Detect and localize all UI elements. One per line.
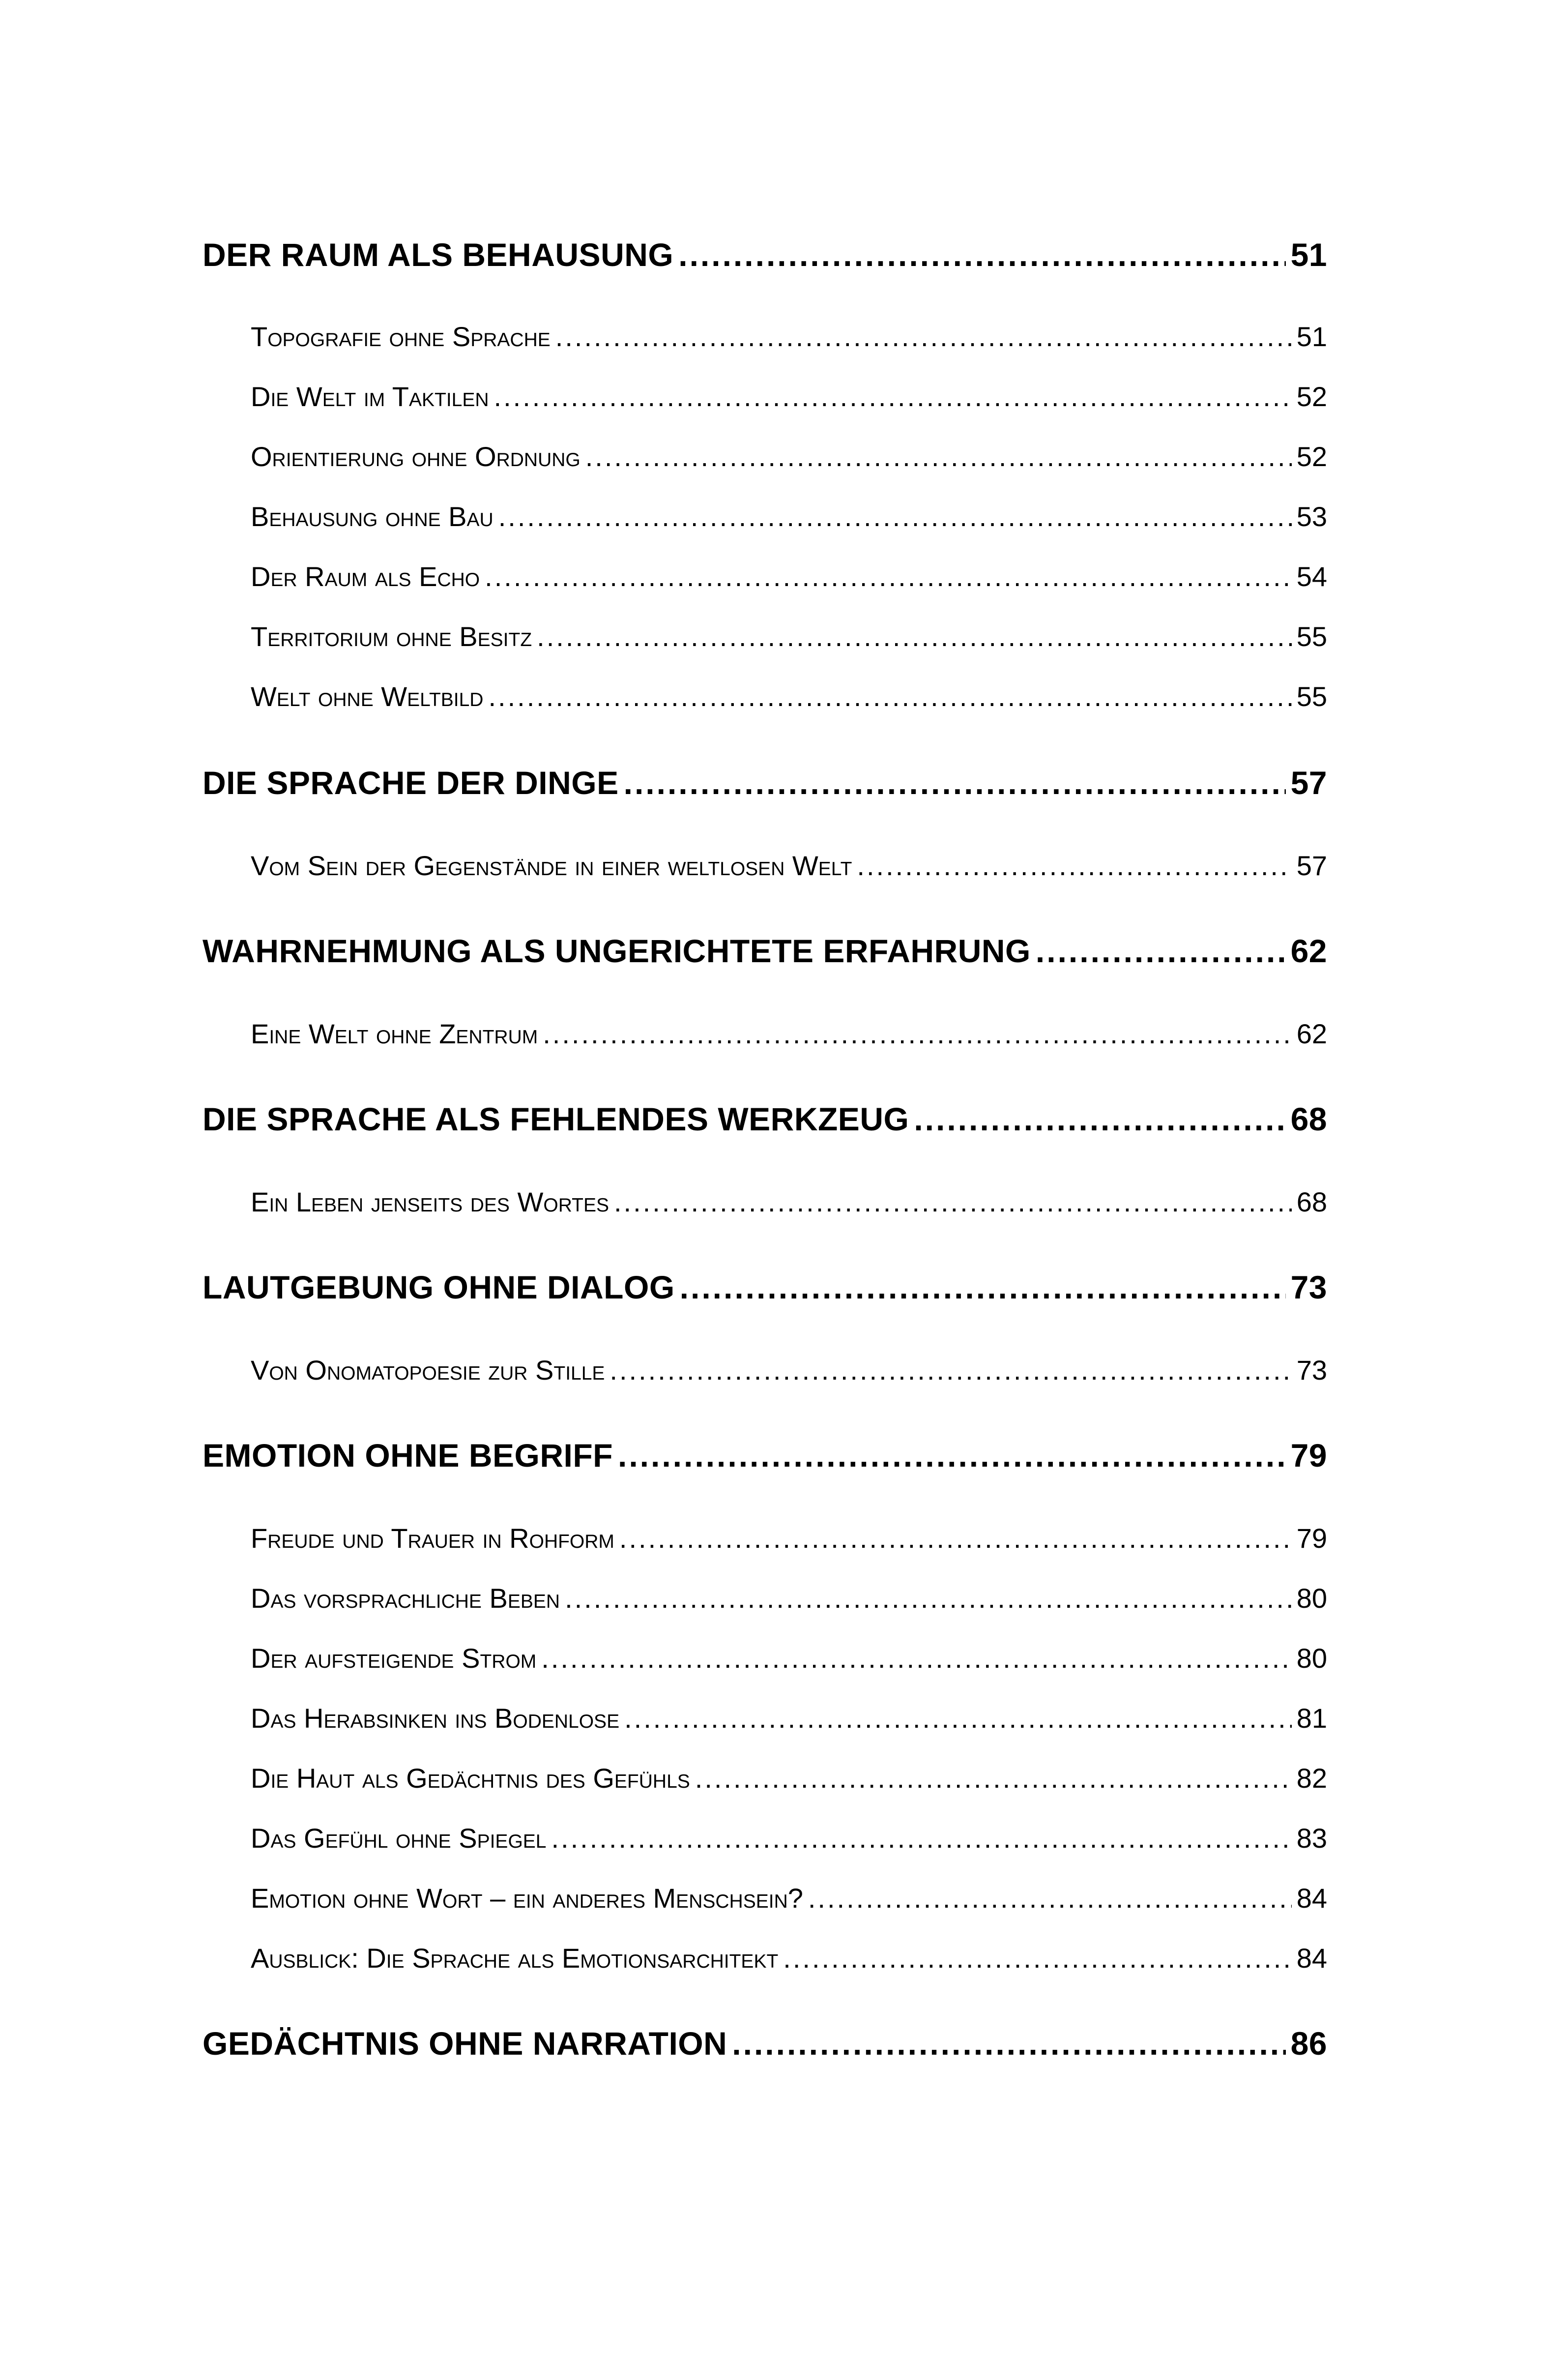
dot-leader [551, 1822, 1291, 1854]
toc-entry-title: Welt ohne Weltbild [251, 681, 484, 712]
dot-leader [808, 1882, 1292, 1914]
dot-leader [783, 1942, 1291, 1974]
dot-leader [857, 850, 1291, 882]
dot-leader [498, 501, 1292, 532]
dot-leader [695, 1762, 1292, 1794]
toc-section[interactable] [251, 441, 1327, 472]
toc-entry-title: DER RAUM ALS BEHAUSUNG [203, 236, 674, 273]
toc-section[interactable] [251, 1354, 1327, 1386]
toc-page-number: 84 [1296, 1883, 1327, 1914]
toc-page-number: 62 [1296, 1018, 1327, 1049]
toc-entry-title: Der aufsteigende Strom [251, 1643, 537, 1674]
toc-page-number: 52 [1296, 381, 1327, 412]
toc-page-number: 86 [1290, 2025, 1327, 2062]
toc-entry-title: Territorium ohne Besitz [251, 621, 532, 652]
toc-entry-title: Die Haut als Gedächtnis des Gefühls [251, 1763, 690, 1794]
toc-entry-title: Das Herabsinken ins Bodenlose [251, 1703, 620, 1734]
toc-entry-title: DIE SPRACHE ALS FEHLENDES WERKZEUG [203, 1101, 909, 1137]
toc-entry-title: Freude und Trauer in Rohform [251, 1523, 614, 1554]
dot-leader [619, 1522, 1292, 1554]
toc-entry-title: EMOTION OHNE BEGRIFF [203, 1437, 613, 1474]
toc-section[interactable] [251, 1582, 1327, 1614]
dot-leader [614, 1186, 1292, 1218]
toc-page-number: 79 [1290, 1437, 1327, 1474]
toc-page-number: 82 [1296, 1763, 1327, 1794]
toc-page-number: 51 [1290, 236, 1327, 273]
toc-entry-title: GEDÄCHTNIS OHNE NARRATION [203, 2025, 727, 2062]
toc-section[interactable] [251, 620, 1327, 652]
dot-leader [494, 381, 1292, 413]
toc-page-number: 52 [1296, 441, 1327, 472]
dot-leader [624, 1702, 1292, 1734]
toc-entry-title: Von Onomatopoesie zur Stille [251, 1355, 605, 1386]
dot-leader [624, 764, 1286, 801]
toc-entry-title: Eine Welt ohne Zentrum [251, 1018, 538, 1049]
dot-leader [585, 441, 1292, 472]
toc-page-number: 57 [1290, 765, 1327, 801]
toc-page-number: 51 [1296, 321, 1327, 352]
toc-section[interactable] [251, 1018, 1327, 1050]
dot-leader [680, 1268, 1286, 1306]
toc-section[interactable] [251, 1186, 1327, 1218]
toc-page-number: 73 [1296, 1355, 1327, 1386]
toc-section[interactable] [251, 1642, 1327, 1674]
toc-page-number: 79 [1296, 1523, 1327, 1554]
toc-section[interactable] [251, 1882, 1327, 1914]
toc-entry-title: Das Gefühl ohne Spiegel [251, 1823, 547, 1854]
toc-entry-title: Die Welt im Taktilen [251, 381, 489, 412]
dot-leader [618, 1437, 1286, 1474]
toc-page-number: 81 [1296, 1703, 1327, 1734]
dot-leader [555, 321, 1292, 353]
dot-leader [541, 1642, 1291, 1674]
toc-entry-title: LAUTGEBUNG OHNE DIALOG [203, 1269, 675, 1305]
toc-entry-title: Emotion ohne Wort – ein anderes Menschsein? [251, 1883, 803, 1914]
dot-leader [488, 680, 1291, 712]
toc-entry-title: Behausung ohne Bau [251, 501, 494, 532]
toc-chapter[interactable] [203, 1268, 1327, 1306]
toc-chapter[interactable] [203, 1100, 1327, 1138]
dot-leader [565, 1582, 1292, 1614]
toc-page-number: 80 [1296, 1583, 1327, 1614]
toc-section[interactable] [251, 501, 1327, 532]
toc-section[interactable] [251, 1522, 1327, 1554]
toc-entry-title: Topografie ohne Sprache [251, 321, 551, 352]
toc-page-number: 55 [1296, 621, 1327, 652]
toc-section[interactable] [251, 321, 1327, 353]
toc-entry-title: Orientierung ohne Ordnung [251, 441, 581, 472]
toc-chapter[interactable] [203, 1437, 1327, 1474]
toc-section[interactable] [251, 1822, 1327, 1854]
toc-chapter[interactable] [203, 932, 1327, 970]
toc-entry-title: Ausblick: Die Sprache als Emotionsarchitekt [251, 1943, 779, 1974]
toc-section[interactable] [251, 560, 1327, 592]
dot-leader [543, 1018, 1291, 1050]
toc-entry-title: Der Raum als Echo [251, 561, 480, 592]
toc-page-number: 54 [1296, 561, 1327, 592]
toc-entry-title: Ein Leben jenseits des Wortes [251, 1186, 609, 1217]
toc-entry-title: Das vorsprachliche Beben [251, 1583, 560, 1614]
toc-chapter[interactable] [203, 764, 1327, 801]
toc-page-number: 68 [1296, 1186, 1327, 1217]
dot-leader [1036, 932, 1286, 970]
toc-entry-title: WAHRNEHMUNG ALS UNGERICHTETE ERFAHRUNG [203, 933, 1031, 969]
dot-leader [485, 560, 1292, 592]
dot-leader [610, 1354, 1291, 1386]
dot-leader [678, 236, 1285, 273]
toc-section[interactable] [251, 1702, 1327, 1734]
toc-section[interactable] [251, 381, 1327, 413]
toc-entry-title: Vom Sein der Gegenstände in einer weltlosen Welt [251, 850, 852, 881]
dot-leader [732, 2025, 1285, 2062]
toc-section[interactable] [251, 1942, 1327, 1974]
toc-page-number: 57 [1296, 850, 1327, 881]
toc-chapter[interactable] [203, 236, 1327, 273]
toc-section[interactable] [251, 850, 1327, 882]
toc-page-number: 68 [1290, 1101, 1327, 1137]
toc-page-number: 53 [1296, 501, 1327, 532]
toc-page-number: 84 [1296, 1943, 1327, 1974]
dot-leader [914, 1100, 1285, 1138]
toc-page-number: 55 [1296, 681, 1327, 712]
toc-chapter[interactable] [203, 2025, 1327, 2062]
toc-page-number: 62 [1290, 933, 1327, 969]
dot-leader [537, 620, 1292, 652]
toc-entry-title: DIE SPRACHE DER DINGE [203, 765, 619, 801]
toc-section[interactable] [251, 1762, 1327, 1794]
toc-section[interactable] [251, 680, 1327, 712]
toc-page-number: 80 [1296, 1643, 1327, 1674]
toc-page-number: 73 [1290, 1269, 1327, 1305]
toc-page-number: 83 [1296, 1823, 1327, 1854]
